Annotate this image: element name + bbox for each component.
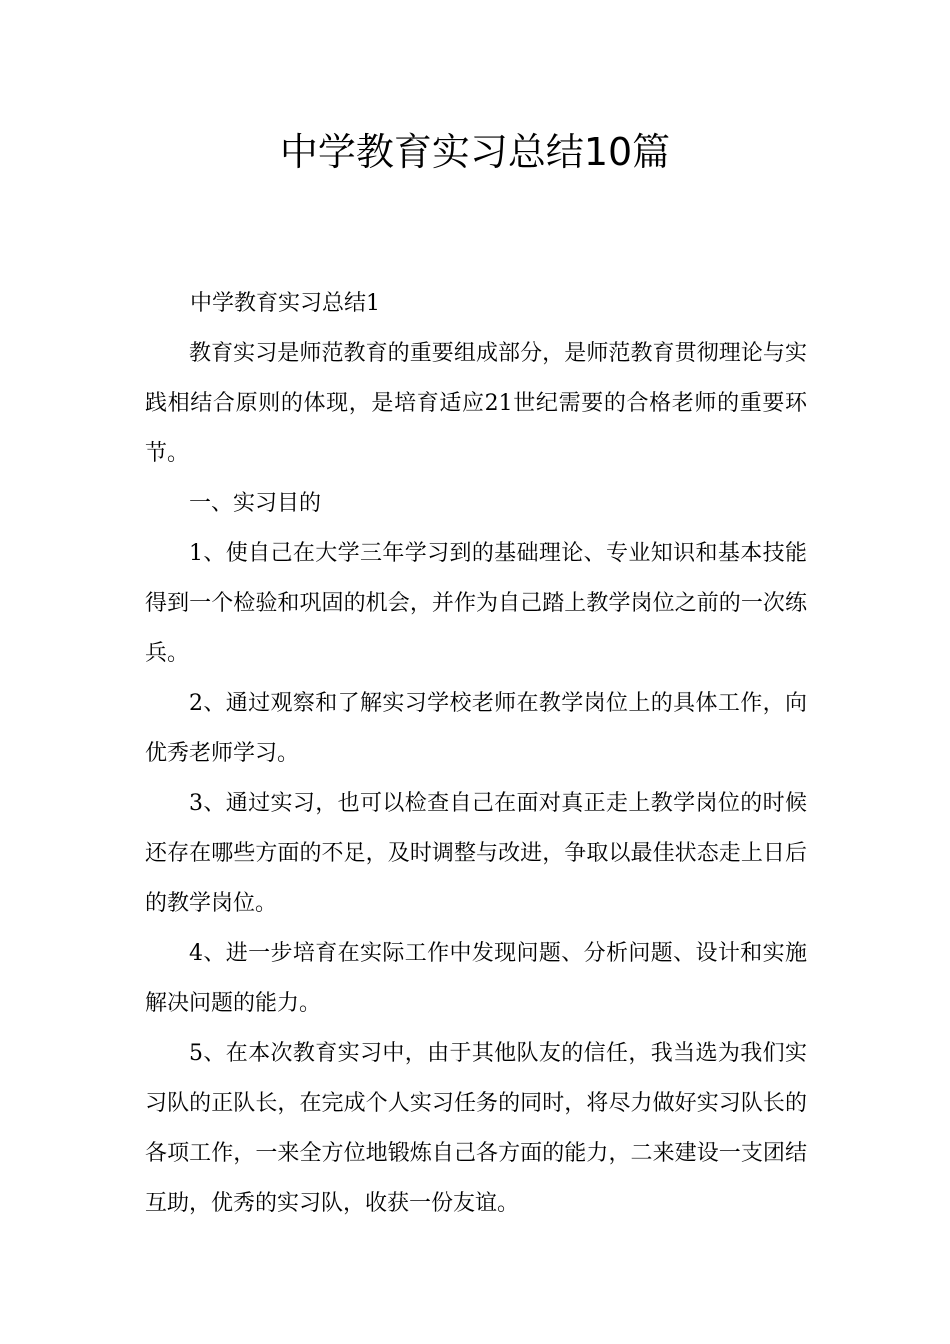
purpose-item-4: 4、进一步培育在实际工作中发现问题、分析问题、设计和实施解决问题的能力。: [145, 941, 807, 1016]
purpose-item-5: 5、在本次教育实习中，由于其他队友的信任，我当选为我们实习队的正队长，在完成个人实习任务的同时，将尽力做好实习队长的各项工作，一来全方位地锻炼自己各方面的能力，二来建设一支团结互助，优秀的实习队，收获一份友谊。: [145, 1041, 807, 1216]
section-heading-purpose: 一、实习目的: [189, 491, 322, 516]
document-title: 中学教育实习总结10篇: [279, 130, 671, 174]
document-body: [145, 279, 807, 1229]
purpose-item-1: 1、使自己在大学三年学习到的基础理论、专业知识和基本技能得到一个检验和巩固的机会，并作为自己踏上教学岗位之前的一次练兵。: [145, 541, 807, 666]
purpose-item-3: 3、通过实习，也可以检查自己在面对真正走上教学岗位的时候还存在哪些方面的不足，及时调整与改进，争取以最佳状态走上日后的教学岗位。: [145, 791, 807, 916]
section-subtitle: 中学教育实习总结1: [190, 291, 380, 316]
intro-paragraph: 教育实习是师范教育的重要组成部分，是师范教育贯彻理论与实践相结合原则的体现，是培育适应21世纪需要的合格老师的重要环节。: [145, 341, 807, 466]
purpose-item-2: 2、通过观察和了解实习学校老师在教学岗位上的具体工作，向优秀老师学习。: [145, 691, 807, 766]
